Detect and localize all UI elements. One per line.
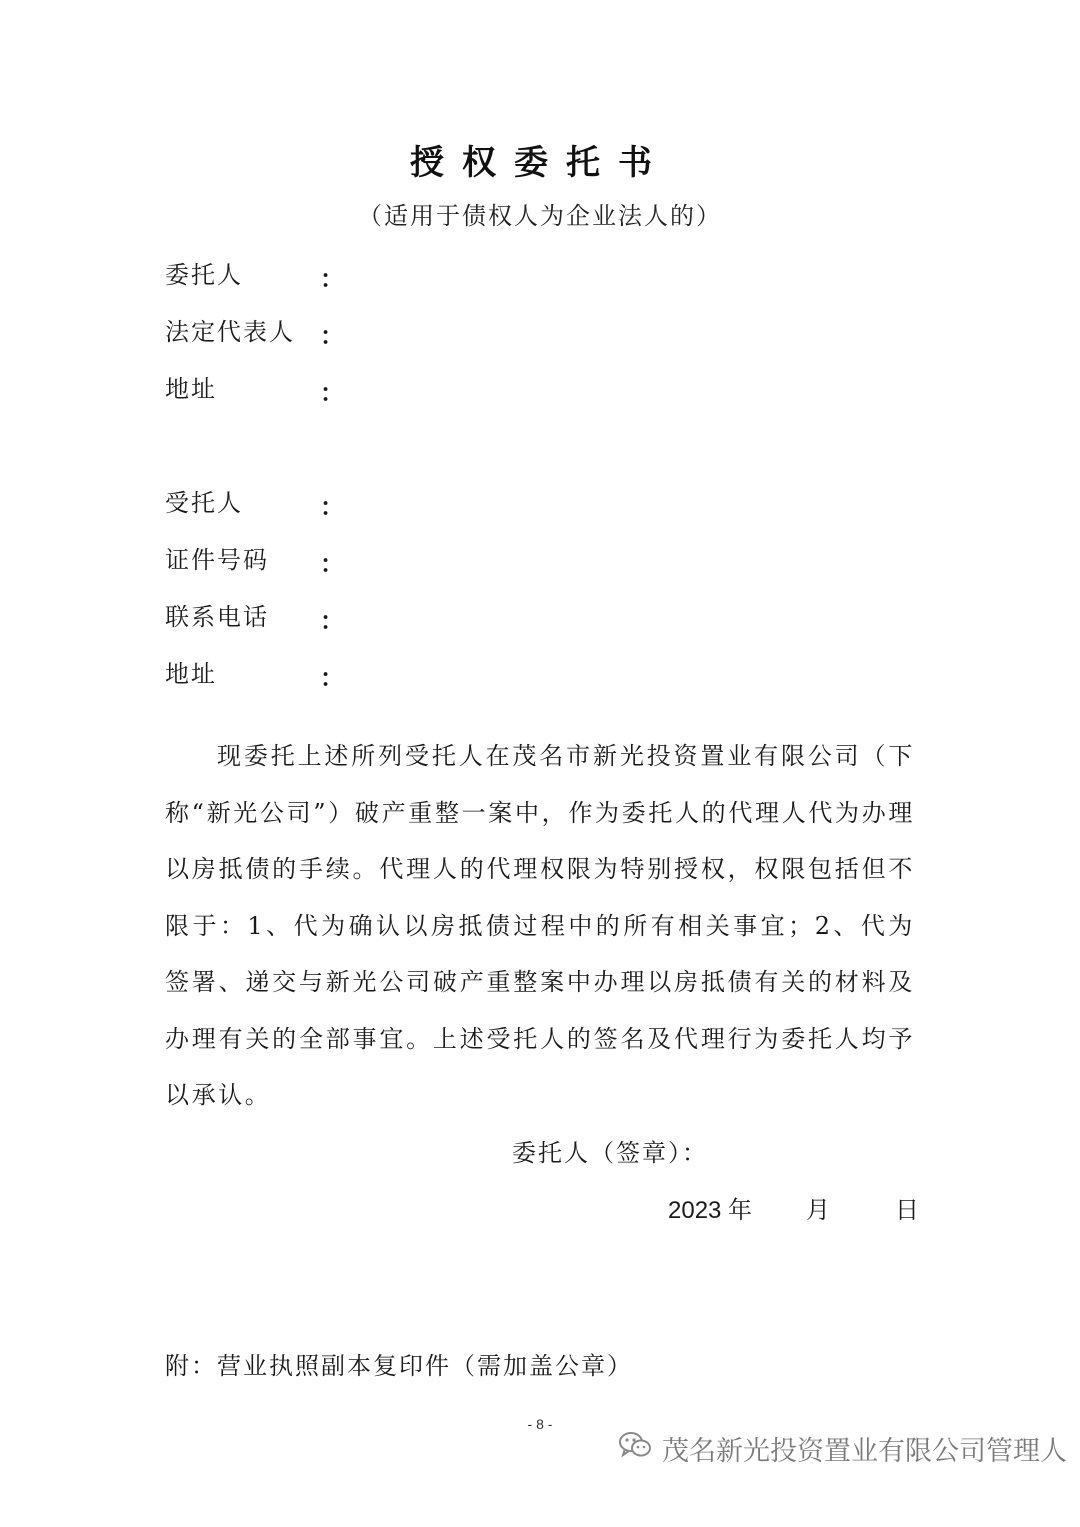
field-colon: ： <box>320 378 346 407</box>
field-colon: ： <box>320 321 346 350</box>
field-colon: ： <box>320 492 346 521</box>
field-label: 法定代表人 <box>165 318 295 346</box>
field-colon: ： <box>320 606 346 635</box>
signature-label: 委托人（签章）： <box>512 1139 708 1167</box>
attachment-note: 附：营业执照副本复印件（需加盖公章） <box>165 1352 633 1380</box>
date-month: 月 <box>806 1196 830 1224</box>
field-label: 受托人 <box>165 489 243 517</box>
field-label: 地址 <box>165 660 217 688</box>
field-colon: ： <box>320 549 346 578</box>
field-label: 联系电话 <box>165 603 269 631</box>
authorization-paragraph: 现委托上述所列受托人在茂名市新光投资置业有限公司（下称“新光公司”）破产重整一案中，作为委托人的代理人代为办理以房抵债的手续。代理人的代理权限为特别授权，权限包括但不限于：1、代为确认以房抵债过程中的所有相关事宜；2、代为签署、递交与新光公司破产重整案中办理以房抵债有关的材料及办理有关的全部事宜。上述受托人的签名及代理行为委托人均予以承认。 <box>165 742 915 1109</box>
date-day: 日 <box>895 1196 919 1224</box>
wechat-icon <box>618 1430 654 1467</box>
field-label: 委托人 <box>165 261 243 289</box>
date-year: 2023 年 <box>668 1197 753 1224</box>
field-label: 证件号码 <box>165 546 269 574</box>
watermark-text: 茂名新光投资置业有限公司管理人 <box>662 1435 1067 1467</box>
watermark <box>618 1428 1067 1468</box>
document-title: 授权委托书 <box>410 143 670 183</box>
page-number: - 8 - <box>527 1416 553 1432</box>
field-colon: ： <box>320 264 346 293</box>
field-colon: ： <box>320 663 346 692</box>
document-subtitle: （适用于债权人为企业法人的） <box>358 202 722 230</box>
field-label: 地址 <box>165 375 217 403</box>
